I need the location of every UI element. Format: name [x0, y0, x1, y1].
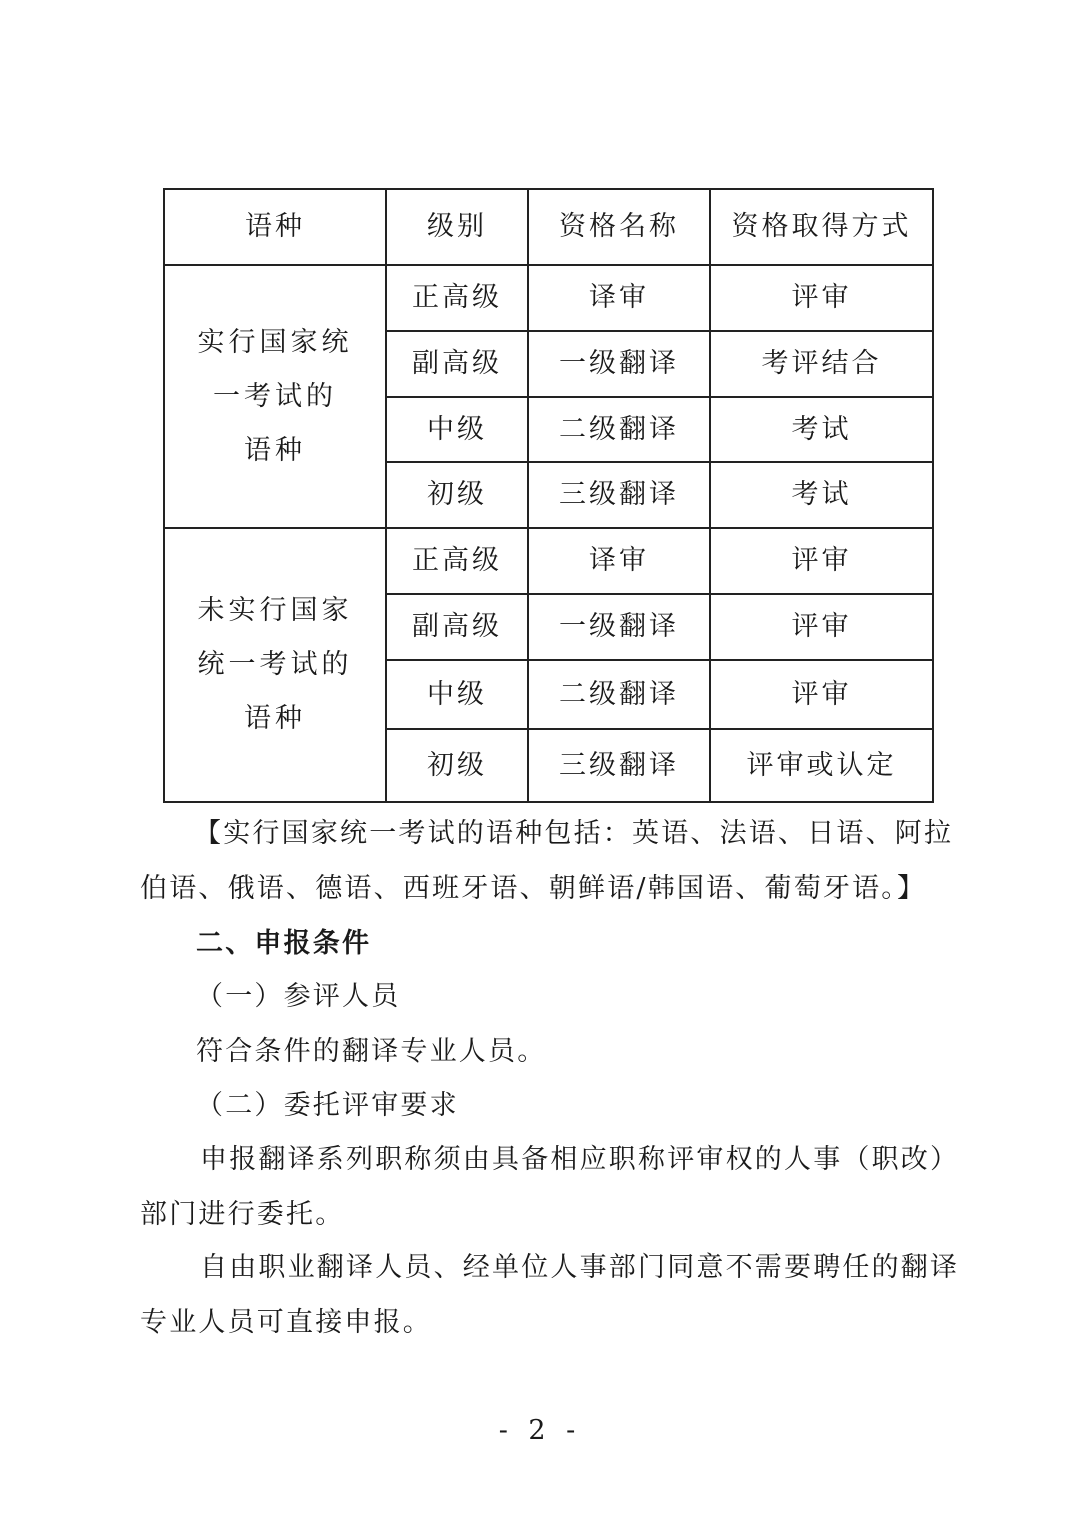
note-line-1: 【实行国家统一考试的语种包括：英语、法语、日语、阿拉	[194, 818, 954, 849]
table-cell-name: 一级翻译	[528, 594, 710, 660]
group-label-line: 一考试的	[213, 380, 337, 412]
table-row	[164, 528, 933, 594]
page-number: - 2 -	[498, 1415, 582, 1446]
header-language: 语种	[164, 189, 386, 265]
table-cell-level: 正高级	[386, 265, 528, 331]
header-level: 级别	[386, 189, 528, 265]
table-cell-method: 考评结合	[710, 331, 933, 397]
subsection-title-1: （一）参评人员	[196, 981, 401, 1012]
group-label-line: 未实行国家	[197, 595, 353, 626]
table-cell-level: 副高级	[386, 331, 528, 397]
table-cell-level: 中级	[386, 660, 528, 729]
table-cell-name: 译审	[528, 265, 710, 331]
subsection-text-1: 符合条件的翻译专业人员。	[196, 1036, 547, 1067]
table-cell-name: 二级翻译	[528, 660, 710, 729]
table-row	[164, 265, 933, 331]
table-cell-method: 评审	[710, 528, 933, 594]
qualification-table	[163, 188, 934, 803]
section-title: 二、申报条件	[196, 928, 372, 959]
table-cell-method: 评审	[710, 594, 933, 660]
group-label-non-unified-exam	[164, 528, 386, 802]
table-cell-name: 三级翻译	[528, 462, 710, 528]
subsection-paragraph-2: 自由职业翻译人员、经单位人事部门同意不需要聘任的翻译专业人员可直接申报。	[140, 1252, 960, 1338]
group-label-line: 实行国家统	[197, 326, 353, 358]
table-cell-name: 一级翻译	[528, 331, 710, 397]
subsection-paragraph-1: 申报翻译系列职称须由具备相应职称评审权的人事（职改）部门进行委托。	[140, 1144, 960, 1230]
table-cell-method: 评审	[710, 265, 933, 331]
table-cell-name: 译审	[528, 528, 710, 594]
table-cell-method: 考试	[710, 462, 933, 528]
table-cell-level: 正高级	[386, 528, 528, 594]
table-header-row	[164, 189, 933, 265]
header-qualification-name: 资格名称	[528, 189, 710, 265]
table-cell-method: 评审或认定	[710, 729, 933, 802]
note-line-2: 伯语、俄语、德语、西班牙语、朝鲜语/韩国语、葡萄牙语。】	[140, 873, 927, 904]
table-cell-level: 中级	[386, 397, 528, 462]
group-label-line: 统一考试的	[197, 649, 353, 680]
table-cell-name: 二级翻译	[528, 397, 710, 462]
header-acquisition-method: 资格取得方式	[710, 189, 933, 265]
table-cell-level: 副高级	[386, 594, 528, 660]
group-label-line: 语种	[244, 434, 306, 466]
table-cell-name: 三级翻译	[528, 729, 710, 802]
group-label-unified-exam	[164, 265, 386, 528]
group-label-line: 语种	[244, 703, 306, 734]
table-cell-method: 评审	[710, 660, 933, 729]
table-cell-method: 考试	[710, 397, 933, 462]
table-cell-level: 初级	[386, 462, 528, 528]
subsection-title-2: （二）委托评审要求	[196, 1090, 459, 1121]
table-cell-level: 初级	[386, 729, 528, 802]
